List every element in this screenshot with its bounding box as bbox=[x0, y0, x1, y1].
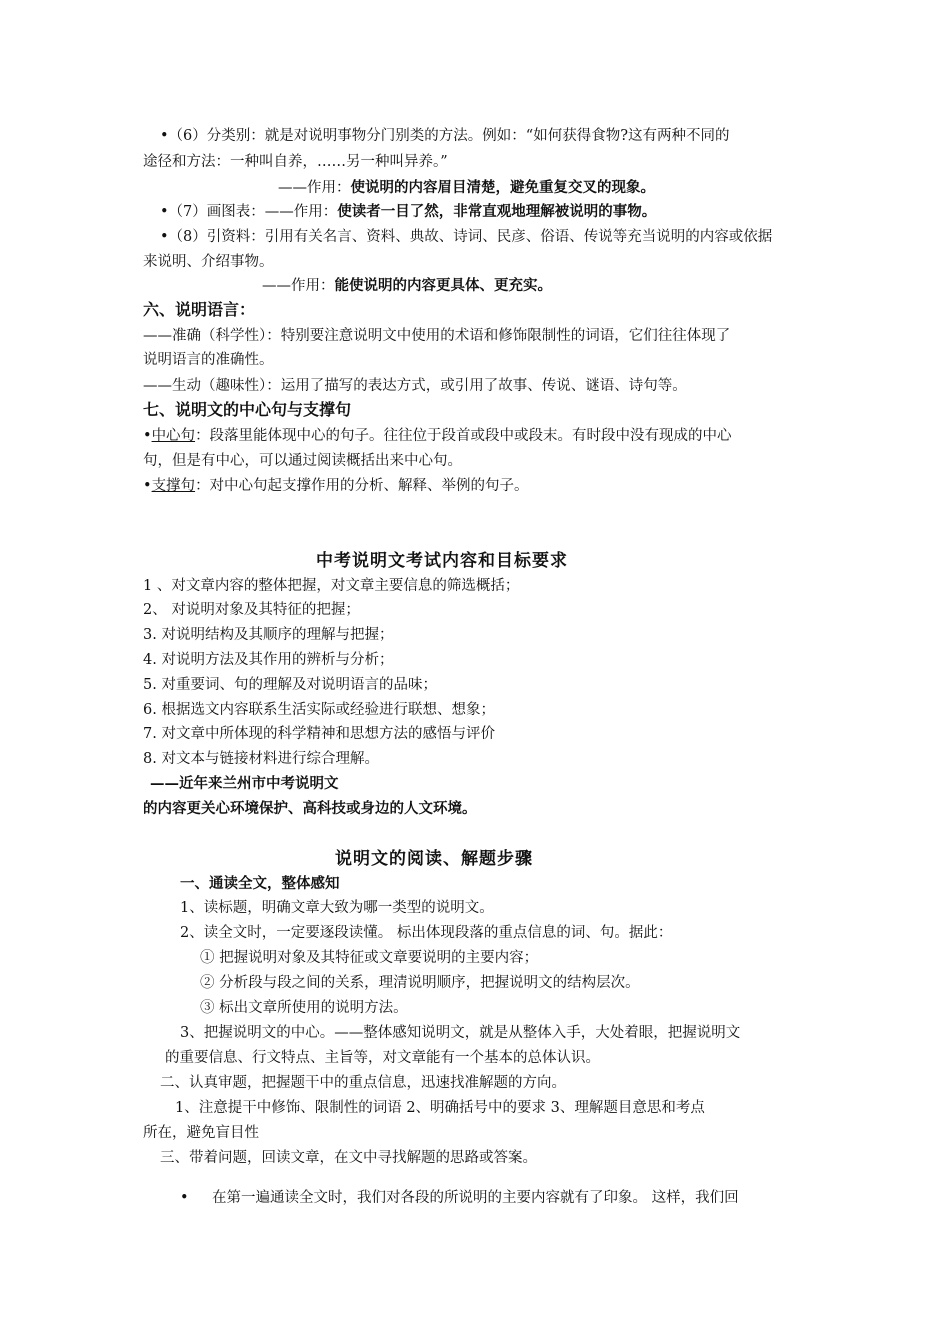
exam-note-line-2: 的内容更关心环境保护、高科技或身边的人文环境。 bbox=[143, 800, 477, 817]
exam-item: 4. 对说明方法及其作用的辨析与分析； bbox=[143, 652, 394, 668]
step-1-point-3-line-1: 3、把握说明文的中心。——整体感知说明文，就是从整体入手，大处着眼，把握说明文 bbox=[180, 1025, 741, 1041]
method-7-line bbox=[160, 202, 656, 222]
exam-note-line-1: ——近年来兰州市中考说明文 bbox=[150, 775, 339, 792]
section-6-line-1: ——准确（科学性）：特别要注意说明文中使用的术语和修饰限制性的词语，它们往往体现了 bbox=[143, 328, 731, 344]
definition-text: ：段落里能体现中心的句子。往往位于段首或段中或段末。有时段中没有现成的中心 bbox=[195, 428, 732, 444]
exam-item: 3. 对说明结构及其顺序的理解与把握； bbox=[143, 627, 394, 643]
step-1-point-1: 1、读标题，明确文章大致为哪一类型的说明文。 bbox=[180, 900, 494, 916]
step-1-point-3-line-2: 的重要信息、行文特点、主旨等，对文章能有一个基本的总体认识。 bbox=[165, 1050, 600, 1066]
section-6-line-3: ——生动（趣味性）：运用了描写的表达方式，或引用了故事、传说、谜语、诗句等。 bbox=[143, 378, 687, 394]
section-7-heading: 七、说明文的中心句与支撑句 bbox=[143, 400, 352, 419]
effect-text: 能使说明的内容更具体、更充实。 bbox=[334, 277, 552, 294]
step-2-line-1: 1、注意提干中修饰、限制性的词语 2、明确括号中的要求 3、理解题目意思和考点 bbox=[175, 1100, 705, 1116]
bullet-paragraph bbox=[180, 1188, 739, 1208]
method-6-line-2: 途径和方法：一种叫自养，……另一种叫异养。” bbox=[143, 154, 448, 170]
exam-item: 2、 对说明对象及其特征的把握； bbox=[143, 602, 360, 618]
exam-item: 8. 对文本与链接材料进行综合理解。 bbox=[143, 751, 379, 767]
method-7-prefix: •（7）画图表：——作用： bbox=[160, 204, 338, 220]
method-8-effect bbox=[262, 276, 552, 296]
term-support-sentence: 支撑句 bbox=[151, 478, 196, 494]
section-6-line-2: 说明语言的准确性。 bbox=[143, 352, 274, 368]
exam-item: 7. 对文章中所体现的科学精神和思想方法的感悟与评价 bbox=[143, 726, 495, 742]
section-7-line-3 bbox=[143, 476, 529, 496]
exam-item: 6. 根据选文内容联系生活实际或经验进行联想、想象； bbox=[143, 702, 495, 718]
effect-text: 使说明的内容眉目清楚，避免重复交叉的现象。 bbox=[350, 179, 655, 196]
effect-prefix: ——作用： bbox=[278, 180, 351, 196]
method-6-line-1: •（6）分类别：就是对说明事物分门别类的方法。例如：“如何获得食物?这有两种不同的 bbox=[160, 128, 730, 144]
section-6-heading: 六、说明语言： bbox=[143, 300, 256, 319]
bullet-text: 在第一遍通读全文时，我们对各段的所说明的主要内容就有了印象。 这样，我们回 bbox=[212, 1190, 739, 1206]
step-2-heading: 二、认真审题，把握题干中的重点信息，迅速找准解题的方向。 bbox=[160, 1075, 566, 1091]
method-8-line-1: •（8）引资料：引用有关名言、资料、典故、诗词、民彦、俗语、传说等充当说明的内容或依据 bbox=[160, 229, 773, 245]
section-7-line-2: 句，但是有中心，可以通过阅读概括出来中心句。 bbox=[143, 453, 462, 469]
effect-prefix: ——作用： bbox=[262, 278, 335, 294]
step-1-subpoint: ② 分析段与段之间的关系，理清说明顺序，把握说明文的结构层次。 bbox=[200, 975, 640, 991]
section-7-line-1 bbox=[143, 426, 732, 446]
steps-title: 说明文的阅读、解题步骤 bbox=[335, 849, 533, 869]
step-3-heading: 三、带着问题，回读文章，在文中寻找解题的思路或答案。 bbox=[160, 1150, 537, 1166]
exam-title: 中考说明文考试内容和目标要求 bbox=[316, 551, 568, 571]
exam-item: 1 、对文章内容的整体把握，对文章主要信息的筛选概括； bbox=[143, 578, 520, 594]
bullet: • bbox=[143, 428, 152, 444]
step-1-point-2: 2、读全文时，一定要逐段读懂。 标出体现段落的重点信息的词、句。据此： bbox=[180, 925, 673, 941]
bullet: • bbox=[143, 478, 152, 494]
bullet: • bbox=[180, 1190, 189, 1206]
term-central-sentence: 中心句 bbox=[151, 428, 196, 444]
step-1-subpoint: ① 把握说明对象及其特征或文章要说明的主要内容； bbox=[200, 950, 539, 966]
step-1-heading: 一、通读全文，整体感知 bbox=[180, 875, 340, 892]
exam-item: 5. 对重要词、句的理解及对说明语言的品味； bbox=[143, 677, 437, 693]
step-2-line-2: 所在，避免盲目性 bbox=[143, 1125, 259, 1141]
method-8-line-2: 来说明、介绍事物。 bbox=[143, 254, 274, 270]
method-6-effect bbox=[278, 178, 655, 198]
step-1-subpoint: ③ 标出文章所使用的说明方法。 bbox=[200, 1000, 408, 1016]
definition-text: ：对中心句起支撑作用的分析、解释、举例的句子。 bbox=[195, 478, 529, 494]
method-7-effect: 使读者一目了然，非常直观地理解被说明的事物。 bbox=[337, 203, 657, 220]
